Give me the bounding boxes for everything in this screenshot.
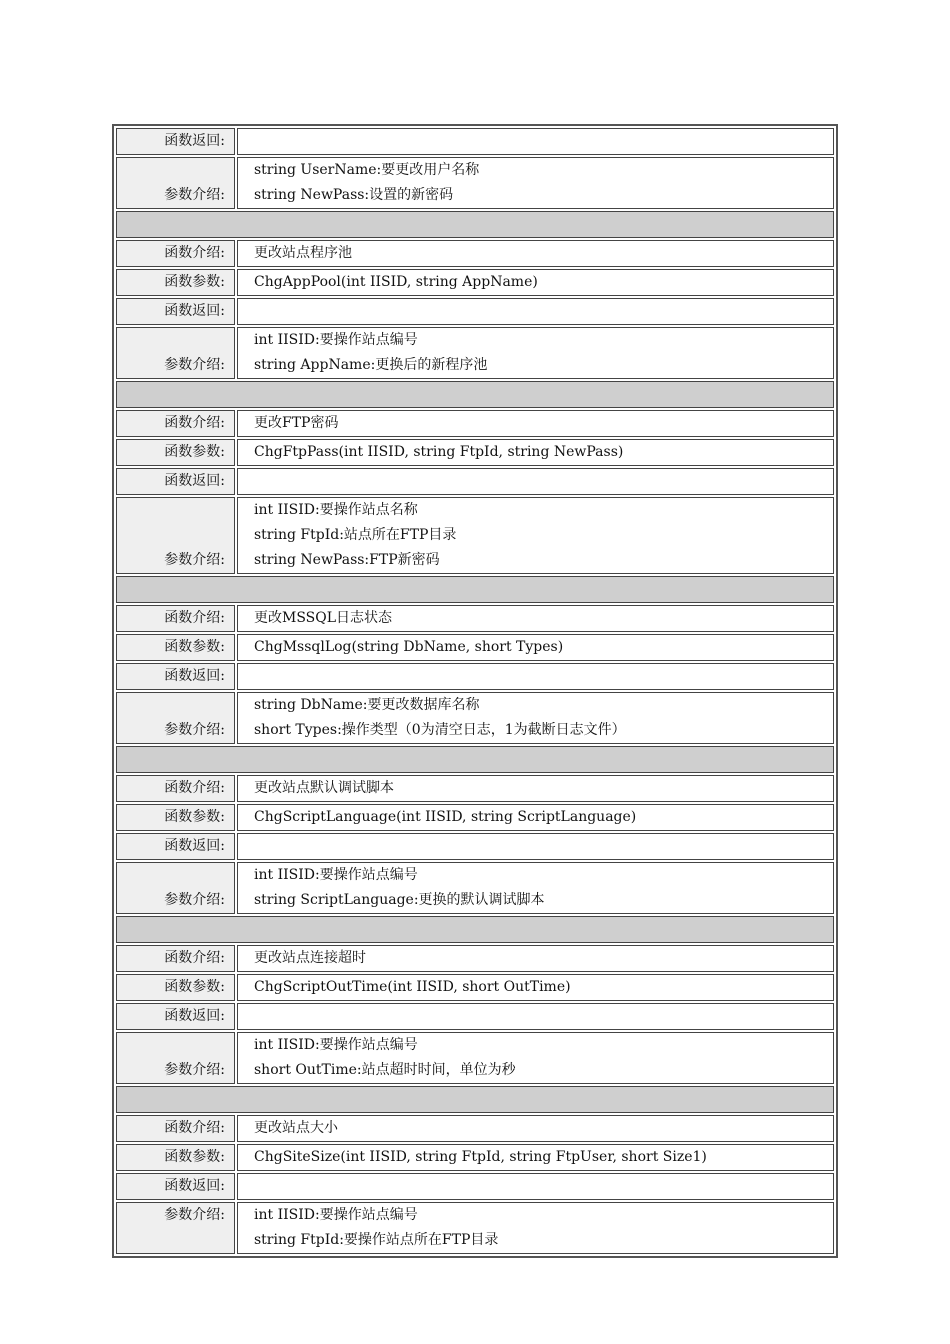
signature-value: ChgAppPool(int IISID, string AppName) <box>237 269 834 296</box>
return-row <box>116 833 834 860</box>
params-row <box>116 804 834 831</box>
intro-row <box>116 1115 834 1142</box>
return-label: 函数返回: <box>116 1003 235 1030</box>
intro-value: 更改FTP密码 <box>237 410 834 437</box>
param-intro-label: 参数介绍: <box>116 1202 235 1254</box>
param-line: string AppName:更换后的新程序池 <box>254 357 488 373</box>
param-intro-label: 参数介绍: <box>116 1032 235 1084</box>
param-intro-row <box>116 327 834 379</box>
return-row <box>116 298 834 325</box>
signature-value: ChgSiteSize(int IISID, string FtpId, string FtpUser, short Size1) <box>237 1144 834 1171</box>
return-label: 函数返回: <box>116 1173 235 1200</box>
return-label: 函数返回: <box>116 663 235 690</box>
intro-value: 更改站点默认调试脚本 <box>237 775 834 802</box>
param-intro-value <box>237 862 834 914</box>
params-label: 函数参数: <box>116 634 235 661</box>
param-intro-label: 参数介绍: <box>116 497 235 574</box>
param-line: int IISID:要操作站点名称 <box>254 502 418 518</box>
param-line: int IISID:要操作站点编号 <box>254 1207 418 1223</box>
param-intro-label: 参数介绍: <box>116 692 235 744</box>
params-label: 函数参数: <box>116 804 235 831</box>
param-line: int IISID:要操作站点编号 <box>254 332 418 348</box>
params-label: 函数参数: <box>116 1144 235 1171</box>
params-label: 函数参数: <box>116 439 235 466</box>
return-value <box>237 468 834 495</box>
params-row <box>116 1144 834 1171</box>
params-label: 函数参数: <box>116 974 235 1001</box>
intro-label: 函数介绍: <box>116 605 235 632</box>
param-line: short OutTime:站点超时时间，单位为秒 <box>254 1062 516 1078</box>
param-line: string FtpId:站点所在FTP目录 <box>254 527 457 543</box>
param-intro-value <box>237 497 834 574</box>
section-divider <box>116 746 834 773</box>
return-row <box>116 1003 834 1030</box>
param-intro-row <box>116 1202 834 1254</box>
param-intro-value <box>237 1202 834 1254</box>
param-intro-row <box>116 497 834 574</box>
section-divider <box>116 381 834 408</box>
return-value <box>237 1173 834 1200</box>
param-intro-value <box>237 327 834 379</box>
param-intro-label: 参数介绍: <box>116 862 235 914</box>
api-doc-table <box>112 124 838 1258</box>
intro-label: 函数介绍: <box>116 410 235 437</box>
return-row <box>116 663 834 690</box>
params-label: 函数参数: <box>116 269 235 296</box>
param-line: int IISID:要操作站点编号 <box>254 1037 418 1053</box>
section-divider <box>116 211 834 238</box>
param-intro-value <box>237 1032 834 1084</box>
param-intro-row <box>116 157 834 209</box>
return-value <box>237 833 834 860</box>
param-intro-row <box>116 862 834 914</box>
return-label: 函数返回: <box>116 128 235 155</box>
section-divider <box>116 916 834 943</box>
return-value <box>237 1003 834 1030</box>
return-value <box>237 663 834 690</box>
param-intro-row <box>116 692 834 744</box>
intro-row <box>116 775 834 802</box>
return-label: 函数返回: <box>116 468 235 495</box>
signature-value: ChgFtpPass(int IISID, string FtpId, string NewPass) <box>237 439 834 466</box>
return-row <box>116 468 834 495</box>
return-row <box>116 128 834 155</box>
section-divider <box>116 576 834 603</box>
intro-label: 函数介绍: <box>116 1115 235 1142</box>
param-line: string DbName:要更改数据库名称 <box>254 697 480 713</box>
param-line: string ScriptLanguage:更换的默认调试脚本 <box>254 892 545 908</box>
intro-row <box>116 240 834 267</box>
return-row <box>116 1173 834 1200</box>
params-row <box>116 974 834 1001</box>
intro-row <box>116 605 834 632</box>
intro-value: 更改MSSQL日志状态 <box>237 605 834 632</box>
param-intro-row <box>116 1032 834 1084</box>
param-line: short Types:操作类型（0为清空日志，1为截断日志文件） <box>254 722 626 738</box>
intro-value: 更改站点大小 <box>237 1115 834 1142</box>
params-row <box>116 439 834 466</box>
return-value <box>237 128 834 155</box>
param-line: string UserName:要更改用户名称 <box>254 162 480 178</box>
return-label: 函数返回: <box>116 833 235 860</box>
section-divider <box>116 1086 834 1113</box>
signature-value: ChgScriptOutTime(int IISID, short OutTime) <box>237 974 834 1001</box>
signature-value: ChgScriptLanguage(int IISID, string ScriptLanguage) <box>237 804 834 831</box>
param-intro-label: 参数介绍: <box>116 157 235 209</box>
param-line: string NewPass:FTP新密码 <box>254 552 440 568</box>
params-row <box>116 634 834 661</box>
param-intro-value <box>237 157 834 209</box>
intro-row <box>116 410 834 437</box>
signature-value: ChgMssqlLog(string DbName, short Types) <box>237 634 834 661</box>
return-label: 函数返回: <box>116 298 235 325</box>
param-intro-label: 参数介绍: <box>116 327 235 379</box>
intro-label: 函数介绍: <box>116 945 235 972</box>
intro-value: 更改站点程序池 <box>237 240 834 267</box>
intro-row <box>116 945 834 972</box>
intro-value: 更改站点连接超时 <box>237 945 834 972</box>
param-line: int IISID:要操作站点编号 <box>254 867 418 883</box>
params-row <box>116 269 834 296</box>
param-line: string FtpId:要操作站点所在FTP目录 <box>254 1232 499 1248</box>
return-value <box>237 298 834 325</box>
param-line: string NewPass:设置的新密码 <box>254 187 454 203</box>
param-intro-value <box>237 692 834 744</box>
intro-label: 函数介绍: <box>116 240 235 267</box>
intro-label: 函数介绍: <box>116 775 235 802</box>
